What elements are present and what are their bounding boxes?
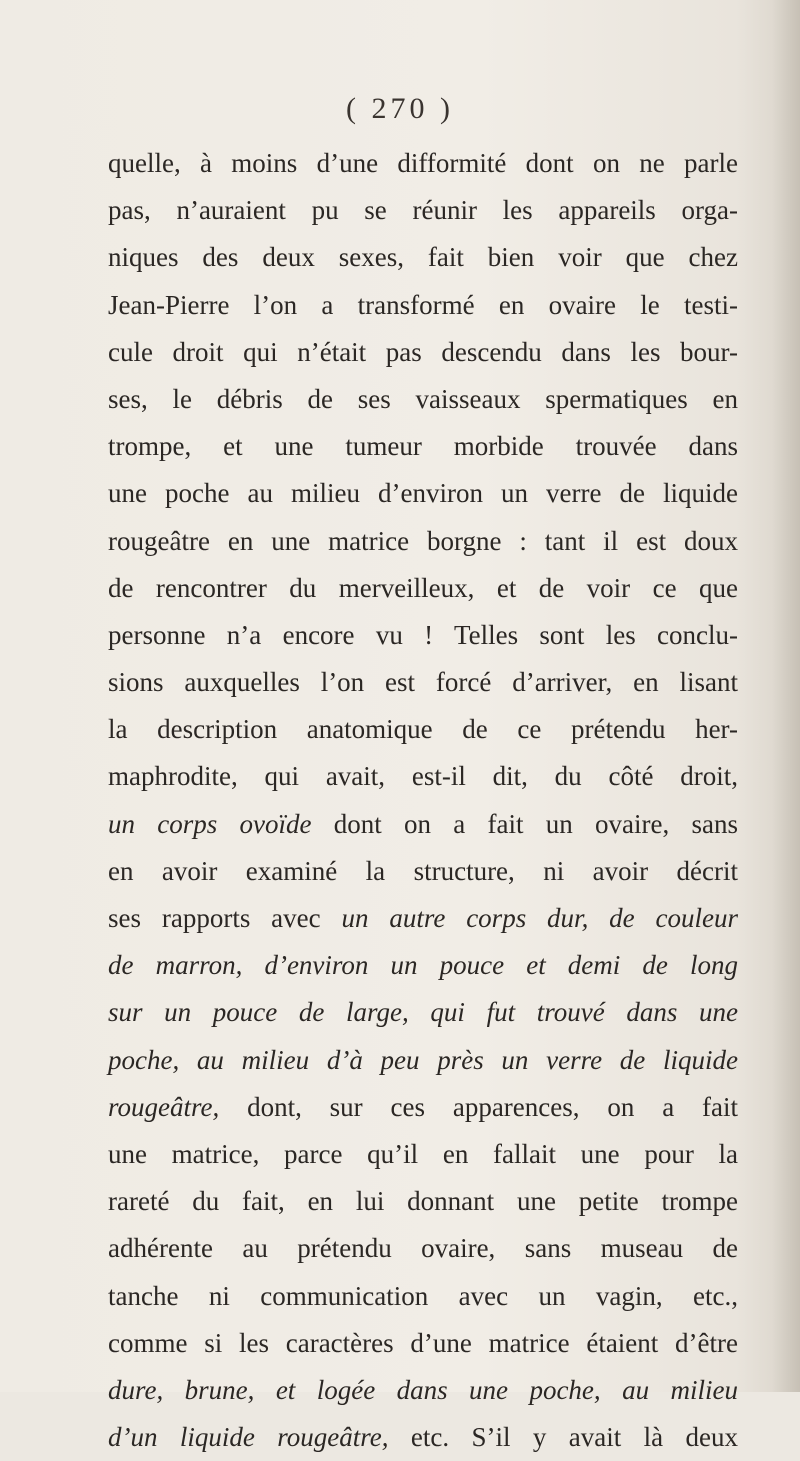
text-run: tanche ni communication avec un vagin, etc.,: [108, 1280, 738, 1311]
text-run: dont on a fait un ovaire, sans: [311, 808, 738, 839]
italic-text: d’un liquide rougeâtre,: [108, 1422, 389, 1453]
italic-text: rougeâtre,: [108, 1091, 220, 1122]
text-run: trompe, et une tumeur morbide trouvée dans: [108, 431, 738, 462]
text-line: [108, 518, 738, 565]
text-line: [108, 753, 738, 800]
text-run: niques des deux sexes, fait bien voir que chez: [108, 242, 738, 273]
text-line: [108, 942, 738, 989]
text-run: personne n’a encore vu ! Telles sont les conclu-: [108, 619, 738, 650]
text-run: de rencontrer du merveilleux, et de voir ce que: [108, 572, 738, 603]
italic-text: de marron, d’environ un pouce et demi de long: [108, 950, 738, 981]
text-run: une poche au milieu d’environ un verre de liquide: [108, 478, 738, 509]
text-run: etc. S’il y avait là deux: [388, 1422, 739, 1453]
page-edge-shadow: [772, 0, 800, 1392]
text-run: comme si les caractères d’une matrice étaient d’être: [108, 1327, 738, 1358]
text-line: [108, 1367, 738, 1414]
text-line: [108, 1273, 738, 1320]
text-line: [108, 659, 738, 706]
text-run: rareté du fait, en lui donnant une petite trompe: [108, 1186, 738, 1217]
text-run: adhérente au prétendu ovaire, sans museau de: [108, 1233, 738, 1264]
text-run: pas, n’auraient pu se réunir les appareils orga-: [108, 195, 738, 226]
body-text: [108, 140, 738, 1461]
text-run: sions auxquelles l’on est forcé d’arriver, en lisant: [108, 667, 738, 698]
text-line: [108, 423, 738, 470]
italic-text: sur un pouce de large, qui fut trouvé dans une: [108, 997, 738, 1028]
italic-text: dure, brune, et logée dans une poche, au milieu: [108, 1374, 738, 1405]
text-line: [108, 187, 738, 234]
text-run: dont, sur ces apparences, on a fait: [219, 1091, 738, 1122]
text-line: [108, 470, 738, 517]
text-line: [108, 706, 738, 753]
text-line: [108, 1037, 738, 1084]
text-line: [108, 1414, 738, 1461]
text-line: [108, 140, 738, 187]
text-line: [108, 1084, 738, 1131]
text-line: [108, 848, 738, 895]
italic-text: un autre corps dur, de couleur: [341, 903, 738, 933]
page-number: ( 270 ): [346, 92, 454, 125]
text-run: quelle, à moins d’une difformité dont on ne parle: [108, 148, 738, 178]
text-line: [108, 612, 738, 659]
text-run: ses, le débris de ses vaisseaux spermatiques en: [108, 383, 738, 414]
text-run: ses rapports avec: [108, 903, 342, 933]
text-line: [108, 1320, 738, 1367]
text-run: maphrodite, qui avait, est-il dit, du côté droit,: [108, 761, 738, 792]
text-line: [108, 895, 738, 942]
text-run: en avoir examiné la structure, ni avoir décrit: [108, 855, 738, 886]
text-line: [108, 329, 738, 376]
italic-text: poche, au milieu d’à peu près un verre de liquide: [108, 1044, 738, 1075]
text-run: la description anatomique de ce prétendu her-: [108, 714, 738, 745]
italic-text: un corps ovoïde: [108, 808, 312, 839]
text-line: [108, 1225, 738, 1272]
text-line: [108, 801, 738, 848]
text-line: [108, 376, 738, 423]
text-line: [108, 282, 738, 329]
text-run: rougeâtre en une matrice borgne : tant il est doux: [108, 525, 738, 556]
text-line: [108, 234, 738, 281]
text-run: cule droit qui n’était pas descendu dans les bour-: [108, 336, 738, 367]
text-run: Jean-Pierre l’on a transformé en ovaire le testi-: [108, 289, 738, 320]
text-line: [108, 989, 738, 1036]
text-run: une matrice, parce qu’il en fallait une pour la: [108, 1138, 738, 1169]
text-line: [108, 1178, 738, 1225]
text-line: [108, 1131, 738, 1178]
text-line: [108, 565, 738, 612]
